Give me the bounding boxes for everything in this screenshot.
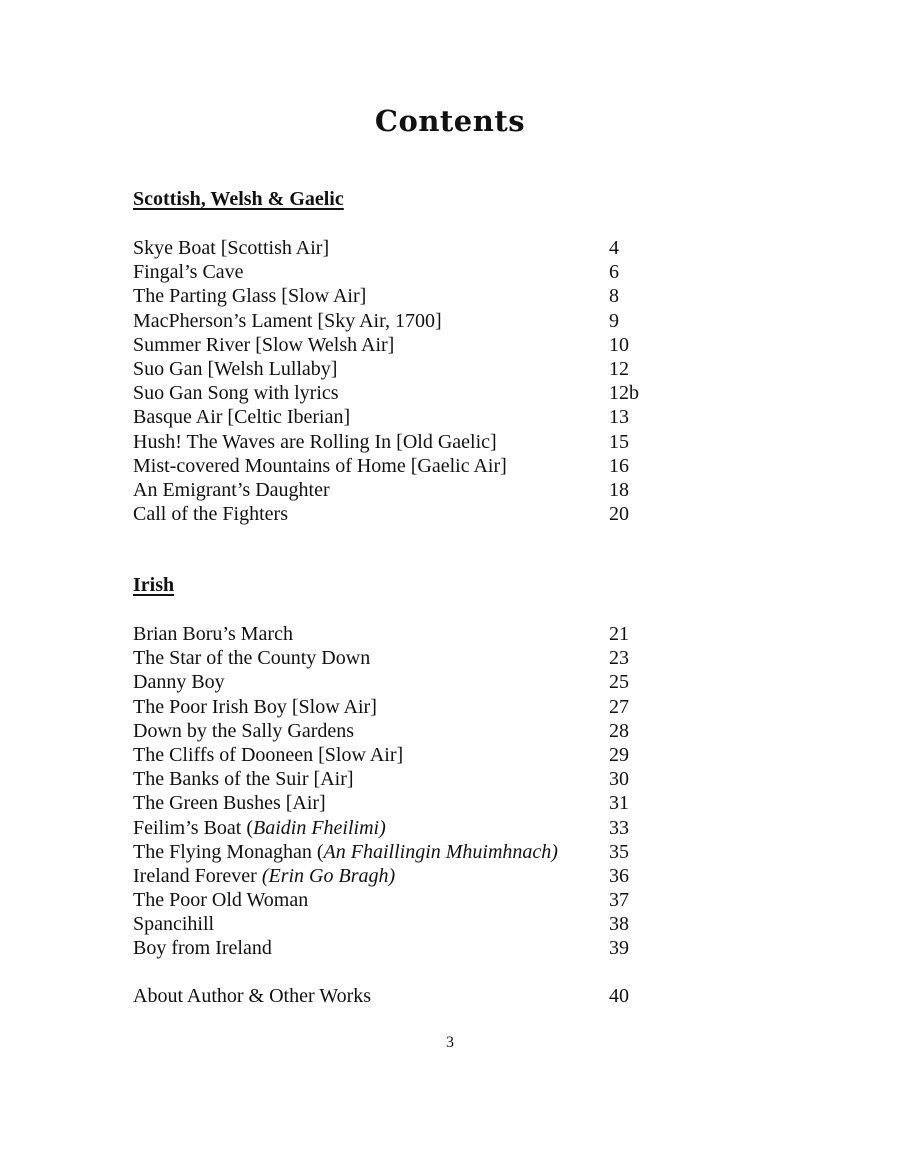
toc-entry-title: The Banks of the Suir [Air]: [133, 768, 354, 791]
toc-list-scottish: [133, 236, 693, 526]
toc-entry-page: 29: [609, 743, 629, 766]
toc-entry-page: 31: [609, 792, 629, 815]
toc-entry-title: The Cliffs of Dooneen [Slow Air]: [133, 743, 404, 766]
toc-entry: [133, 405, 693, 429]
toc-list-about: [133, 984, 693, 1008]
toc-entry-title: Spancihill: [133, 913, 215, 936]
toc-entry-title: Suo Gan Song with lyrics: [133, 382, 339, 405]
toc-entry: [133, 670, 693, 694]
toc-entry-title: The Poor Old Woman: [133, 889, 309, 912]
toc-entry: [133, 791, 693, 815]
toc-entry: [133, 357, 693, 381]
section-heading-scottish: Scottish, Welsh & Gaelic: [133, 188, 344, 210]
toc-entry-page: 30: [609, 768, 629, 791]
toc-entry: [133, 478, 693, 502]
toc-entry-title: Fingal’s Cave: [133, 261, 244, 284]
toc-entry-title: Down by the Sally Gardens: [133, 719, 355, 742]
toc-entry-page: 13: [609, 406, 629, 429]
toc-entry: [133, 430, 693, 454]
toc-entry-page: 35: [609, 840, 629, 863]
toc-entry-title: Brian Boru’s March: [133, 623, 293, 645]
toc-entry-title: The Parting Glass [Slow Air]: [133, 285, 367, 308]
toc-entry-page: 37: [609, 889, 629, 912]
toc-entry-page: 18: [609, 478, 629, 501]
toc-entry-title: The Poor Irish Boy [Slow Air]: [133, 695, 377, 718]
toc-entry-title: Boy from Ireland: [133, 937, 272, 960]
toc-entry-title-text: Feilim’s Boat (: [133, 816, 253, 839]
toc-entry: [133, 864, 693, 888]
toc-entry: [133, 454, 693, 478]
toc-entry-title: Mist-covered Mountains of Home [Gaelic Air]: [133, 454, 507, 477]
toc-entry: [133, 236, 693, 260]
toc-entry-page: 4: [609, 237, 619, 259]
toc-entry-page: 40: [609, 985, 629, 1007]
toc-entry-page: 38: [609, 913, 629, 936]
toc-entry: [133, 888, 693, 912]
toc-entry: [133, 646, 693, 670]
toc-entry-title: MacPherson’s Lament [Sky Air, 1700]: [133, 309, 442, 332]
toc-entry-title: Summer River [Slow Welsh Air]: [133, 333, 395, 356]
toc-entry-title: [133, 840, 558, 864]
toc-entry: [133, 912, 693, 936]
toc-entry-page: 15: [609, 430, 629, 453]
page-title: Contents: [374, 104, 526, 138]
toc-entry-page: 28: [609, 719, 629, 742]
toc-entry-page: 12: [609, 357, 629, 380]
toc-entry-page: 36: [609, 864, 629, 887]
toc-entry: [133, 695, 693, 719]
toc-entry-title-italic: Baidin Fheilimi): [253, 816, 386, 839]
toc-entry: [133, 260, 693, 284]
toc-entry-page: 39: [609, 937, 629, 960]
toc-entry: [133, 816, 693, 840]
toc-entry-page: 27: [609, 695, 629, 718]
toc-entry: [133, 743, 693, 767]
toc-entry-title: The Star of the County Down: [133, 647, 371, 670]
toc-entry: [133, 840, 693, 864]
toc-entry-page: 10: [609, 333, 629, 356]
toc-entry-title: Basque Air [Celtic Iberian]: [133, 406, 351, 429]
toc-entry: [133, 622, 693, 646]
toc-entry-page: 12b: [609, 382, 639, 405]
toc-entry-page: 33: [609, 816, 629, 839]
toc-entry-page: 9: [609, 309, 619, 332]
toc-entry-title: About Author & Other Works: [133, 985, 372, 1007]
toc-entry-title: The Green Bushes [Air]: [133, 792, 326, 815]
toc-entry-title-italic: (Erin Go Bragh): [261, 864, 396, 887]
toc-entry-title: Hush! The Waves are Rolling In [Old Gaelic]: [133, 430, 497, 453]
section-heading-irish: Irish: [133, 574, 175, 596]
toc-entry: [133, 381, 693, 405]
toc-entry-page: 16: [609, 454, 629, 477]
toc-entry-page: 23: [609, 647, 629, 670]
toc-entry-title: Suo Gan [Welsh Lullaby]: [133, 357, 338, 380]
toc-entry-page: 25: [609, 671, 629, 694]
toc-entry-page: 6: [609, 261, 619, 284]
toc-entry: [133, 284, 693, 308]
toc-entry: [133, 936, 693, 960]
toc-entry-title-italic: An Fhaillingin Mhuimhnach): [323, 840, 558, 863]
toc-list-irish: [133, 622, 693, 961]
toc-entry-title: Call of the Fighters: [133, 503, 288, 526]
page-number: 3: [446, 1034, 454, 1051]
toc-entry: [133, 502, 693, 526]
toc-entry-title: Danny Boy: [133, 671, 225, 694]
toc-entry-title: An Emigrant’s Daughter: [133, 478, 330, 501]
toc-entry: [133, 719, 693, 743]
toc-entry-page: 8: [609, 285, 619, 308]
toc-entry-title-text: The Flying Monaghan (: [133, 840, 324, 863]
toc-entry-title: Skye Boat [Scottish Air]: [133, 237, 330, 259]
toc-entry: [133, 309, 693, 333]
toc-entry-title: [133, 864, 395, 888]
toc-entry-page: 21: [609, 623, 629, 645]
toc-entry-title: [133, 816, 386, 840]
toc-entry: [133, 767, 693, 791]
toc-entry-title-text: Ireland Forever: [133, 864, 262, 887]
toc-entry: [133, 333, 693, 357]
toc-entry-page: 20: [609, 503, 629, 526]
toc-entry-about: [133, 984, 693, 1008]
